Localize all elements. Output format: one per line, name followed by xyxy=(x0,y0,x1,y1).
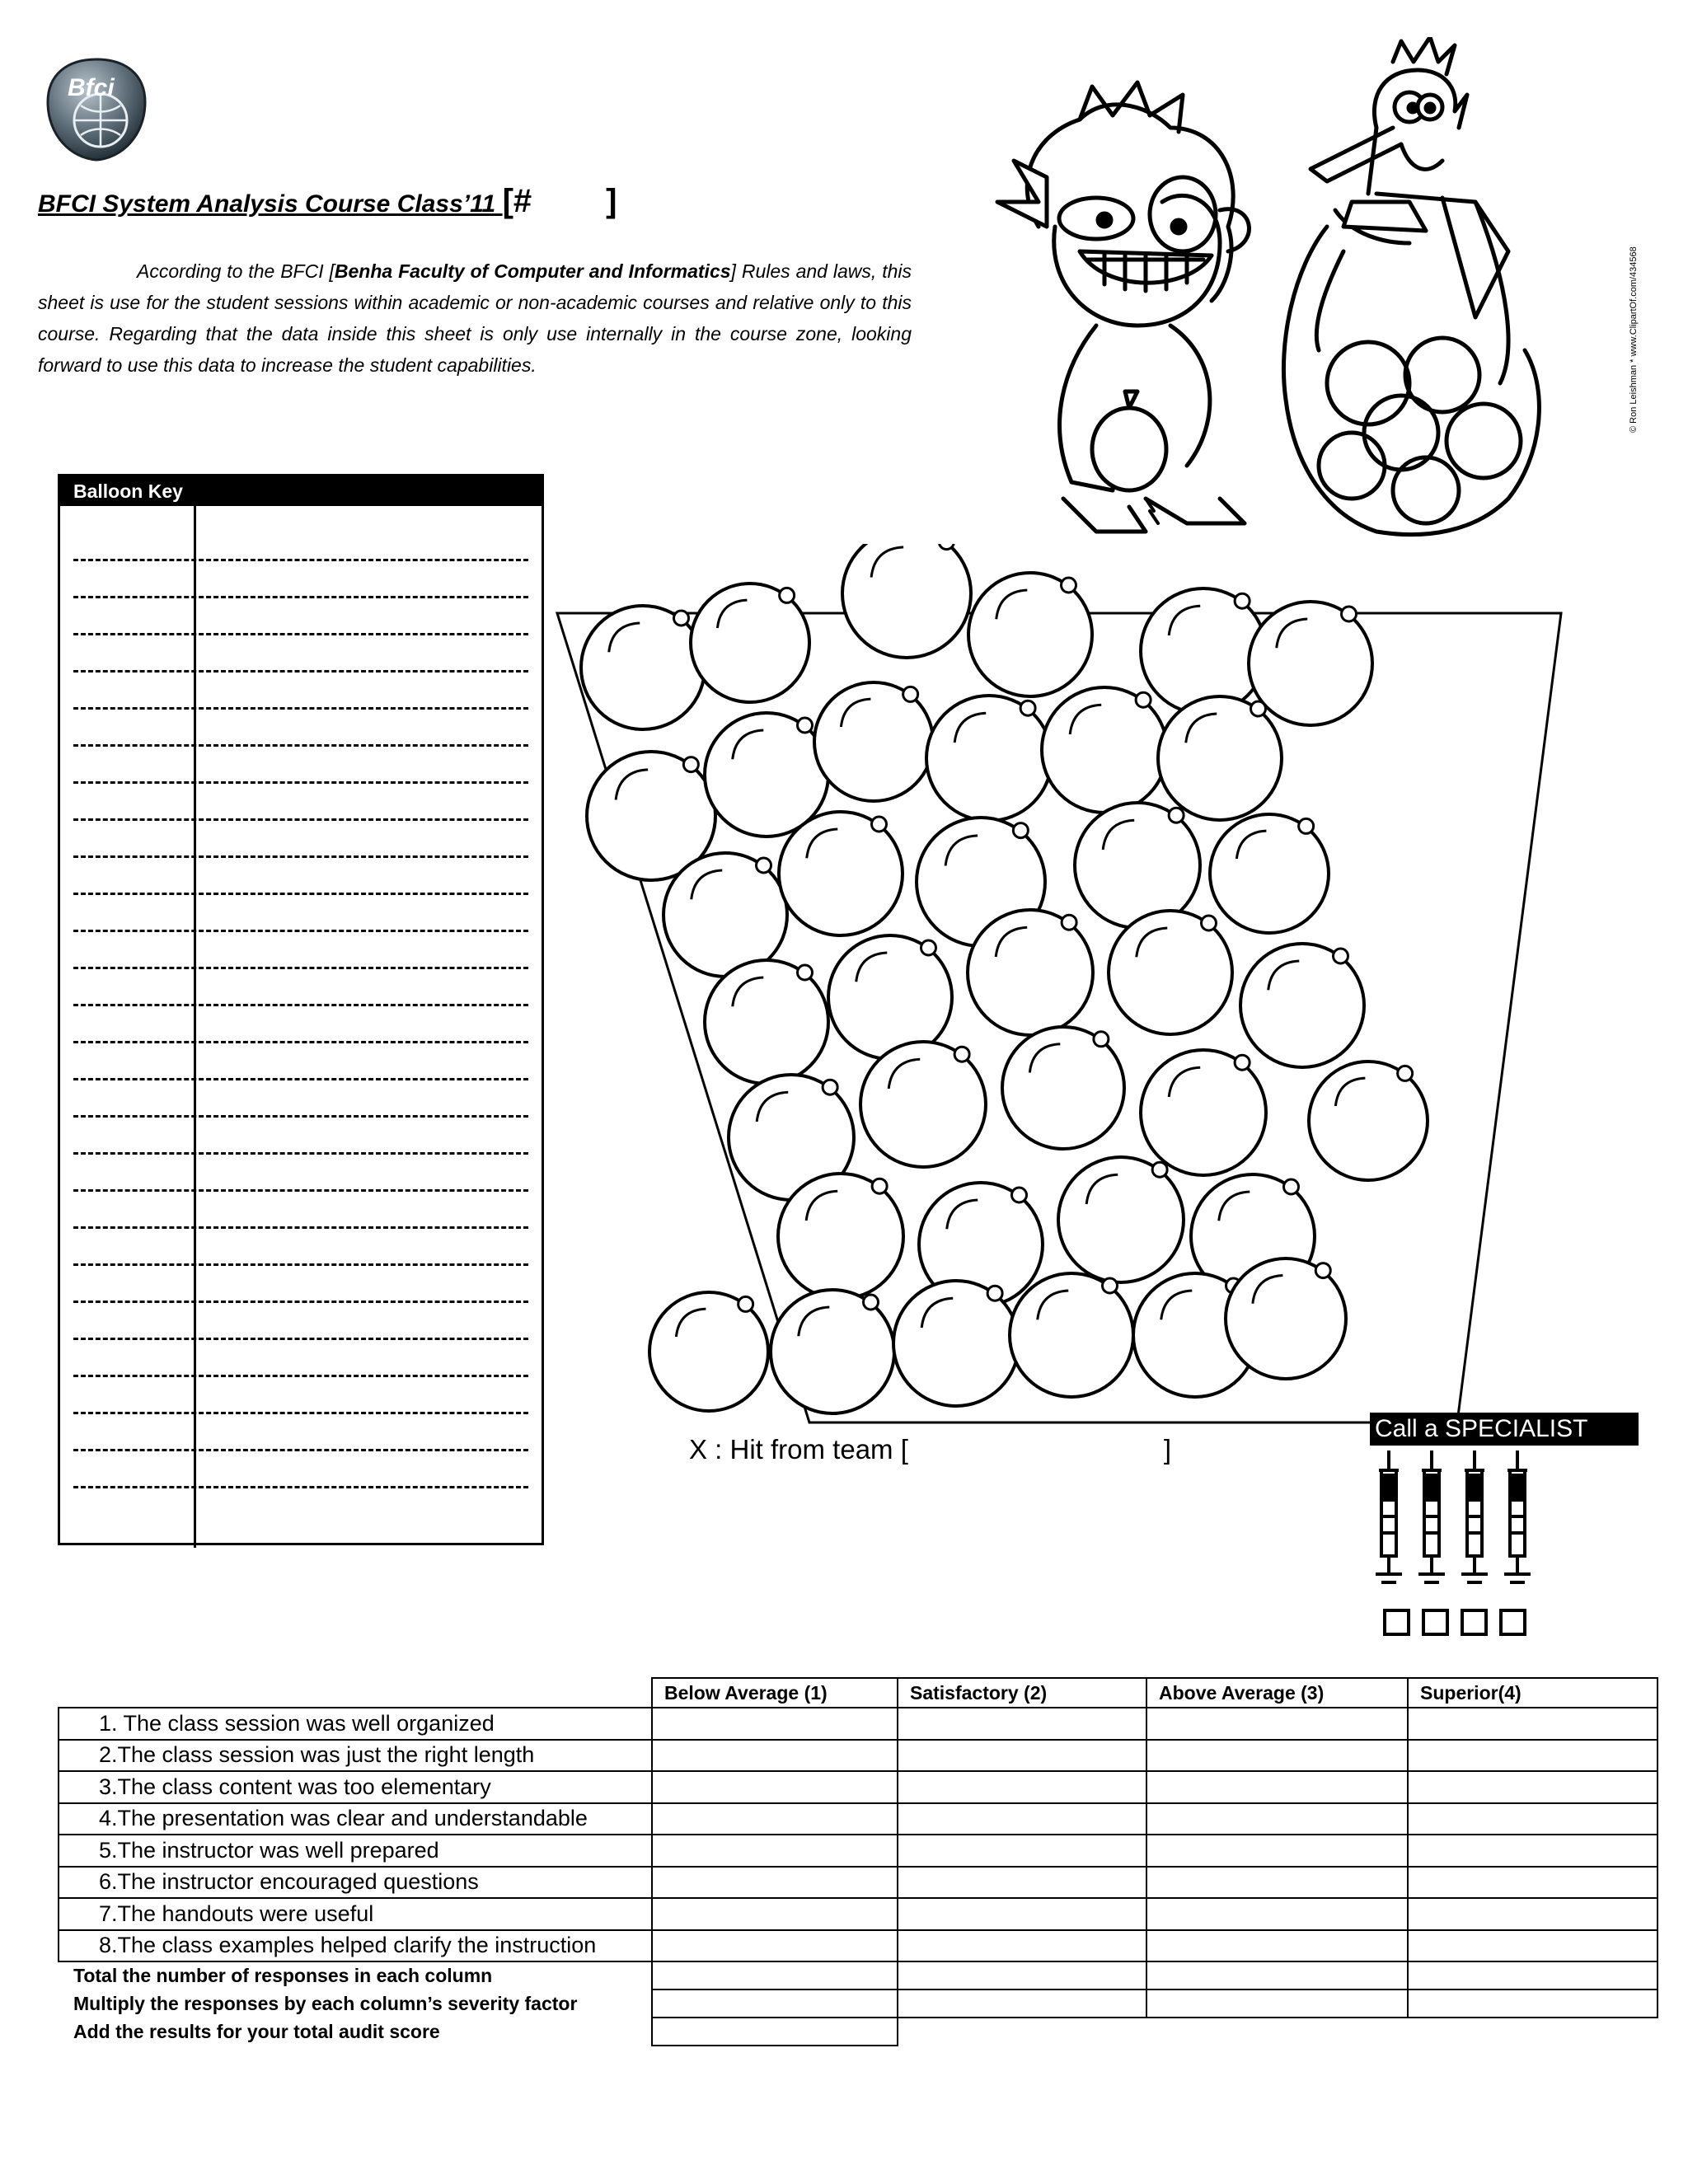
rating-cell[interactable] xyxy=(1146,1740,1408,1772)
specialist-checkbox[interactable] xyxy=(1422,1609,1449,1636)
statement-row xyxy=(59,1803,1658,1835)
balloon xyxy=(968,573,1092,696)
dashed-line xyxy=(73,707,528,710)
dashed-line xyxy=(73,1449,528,1451)
rating-cell[interactable] xyxy=(1408,1771,1658,1803)
balloon-key-row[interactable] xyxy=(60,1338,542,1375)
dashed-line xyxy=(73,744,528,747)
balloon-key-row[interactable] xyxy=(60,1301,542,1338)
statement-row xyxy=(59,1835,1658,1867)
balloon-key-row[interactable] xyxy=(60,1375,542,1412)
rating-cell[interactable] xyxy=(1146,1708,1408,1740)
balloon xyxy=(893,1281,1019,1406)
rating-cell[interactable] xyxy=(898,1803,1146,1835)
rating-cell[interactable] xyxy=(898,1708,1146,1740)
balloon-key-row[interactable] xyxy=(60,781,542,818)
rating-cell[interactable] xyxy=(652,1898,898,1930)
balloon xyxy=(1141,1050,1266,1175)
course-title: BFCI System Analysis Course Class’11 xyxy=(38,190,503,218)
balloon xyxy=(968,910,1093,1035)
dashed-line xyxy=(73,855,528,858)
dashed-line xyxy=(73,1078,528,1080)
rating-cell[interactable] xyxy=(1146,1930,1408,1962)
balloon xyxy=(778,1174,903,1299)
empty-cell xyxy=(1408,2018,1658,2046)
balloon xyxy=(1042,687,1167,813)
dashed-line xyxy=(73,1004,528,1006)
totals-cell[interactable] xyxy=(898,1961,1146,1990)
balloon xyxy=(842,544,971,658)
balloon-key-row[interactable] xyxy=(60,930,542,967)
balloon-key-row[interactable] xyxy=(60,855,542,893)
rating-cell[interactable] xyxy=(1146,1835,1408,1867)
balloon-key-row[interactable] xyxy=(60,967,542,1004)
totals-cell[interactable] xyxy=(1408,1961,1658,1990)
statement-row xyxy=(59,1771,1658,1803)
rating-cell[interactable] xyxy=(652,1835,898,1867)
rating-cell[interactable] xyxy=(1146,1898,1408,1930)
balloon-key-row[interactable] xyxy=(60,596,542,633)
balloon-key-table xyxy=(58,474,544,1545)
balloon xyxy=(1010,1273,1133,1397)
totals-cell[interactable] xyxy=(1408,1990,1658,2018)
logo-text: Bfci xyxy=(68,74,115,101)
syringe-icon xyxy=(1418,1451,1445,1582)
dashed-line xyxy=(73,1041,528,1043)
statement-label: 3.The class content was too elementary xyxy=(59,1771,652,1803)
totals-label: Total the number of responses in each column xyxy=(73,1965,493,1986)
balloon xyxy=(581,606,705,729)
balloon xyxy=(1109,911,1232,1034)
rating-cell[interactable] xyxy=(898,1835,1146,1867)
totals-label: Add the results for your total audit score xyxy=(73,2020,440,2042)
totals-row xyxy=(59,2018,1658,2046)
rating-cell[interactable] xyxy=(652,1771,898,1803)
balloon xyxy=(1240,944,1364,1067)
statement-label: 6.The instructor encouraged questions xyxy=(59,1867,652,1899)
rating-cell[interactable] xyxy=(1408,1898,1658,1930)
statement-row xyxy=(59,1930,1658,1962)
rating-cell[interactable] xyxy=(1146,1771,1408,1803)
balloon-key-row[interactable] xyxy=(60,1226,542,1263)
balloon xyxy=(860,1042,986,1167)
dashed-line xyxy=(73,781,528,784)
dashed-line xyxy=(73,1412,528,1414)
hit-from-team xyxy=(689,1434,1171,1465)
man-figure xyxy=(1283,37,1639,535)
evaluation-table xyxy=(58,1677,1658,2046)
header-row xyxy=(59,1678,1658,1708)
totals-cell[interactable] xyxy=(1146,1990,1408,2018)
empty-cell xyxy=(898,2018,1146,2046)
class-number-close: ] xyxy=(606,183,617,219)
rating-cell[interactable] xyxy=(1408,1930,1658,1962)
statement-label: 2.The class session was just the right length xyxy=(59,1740,652,1772)
balloon-key-row[interactable] xyxy=(60,707,542,744)
specialist-checkbox[interactable] xyxy=(1383,1609,1410,1636)
balloon-key-row[interactable] xyxy=(60,893,542,930)
balloon xyxy=(1158,696,1282,820)
balloon-key-row[interactable] xyxy=(60,1486,542,1523)
totals-cell[interactable] xyxy=(1146,1961,1408,1990)
balloon xyxy=(779,812,903,935)
dashed-line xyxy=(73,930,528,932)
dashed-line xyxy=(73,1301,528,1303)
statement-label: 8.The class examples helped clarify the instruction xyxy=(59,1930,652,1962)
rating-cell[interactable] xyxy=(898,1740,1146,1772)
dashed-line xyxy=(73,1375,528,1377)
totals-row xyxy=(59,1990,1658,2018)
column-header: Below Average (1) xyxy=(652,1678,898,1708)
balloon xyxy=(1058,1157,1184,1282)
dashed-line xyxy=(73,967,528,969)
cartoon-illustration xyxy=(981,37,1657,573)
balloon xyxy=(1309,1062,1428,1180)
intro-paragraph: According to the BFCI [Benha Faculty of Computer and Informatics] Rules and laws, this sheet is use for the student sessions within academic or non-academic courses and relative only to this course. Regarding that the data inside this sheet is only use internally in the course zone, looking forward to use this data to increase the student capabilities. xyxy=(38,260,912,376)
rating-cell[interactable] xyxy=(1408,1803,1658,1835)
balloon xyxy=(1226,1258,1346,1379)
statement-label: 7.The handouts were useful xyxy=(59,1898,652,1930)
balloon xyxy=(1249,602,1372,725)
balloon-key-row[interactable] xyxy=(60,559,542,596)
balloon xyxy=(649,1292,768,1411)
balloon xyxy=(1002,1027,1124,1149)
dashed-line xyxy=(73,670,528,673)
specialist-checkbox[interactable] xyxy=(1461,1609,1488,1636)
balloon xyxy=(663,853,787,977)
class-number-open: [# xyxy=(502,183,532,219)
totals-cell[interactable] xyxy=(898,1990,1146,2018)
rating-cell[interactable] xyxy=(1408,1835,1658,1867)
balloon-key-row[interactable] xyxy=(60,1152,542,1189)
cartoon-credit: © Ron Leishman * www.ClipartOf.com/434568 xyxy=(1629,246,1639,433)
syringes xyxy=(1372,1451,1545,1599)
balloon-key-row[interactable] xyxy=(60,1449,542,1486)
balloon-key-rows xyxy=(60,559,542,1523)
syringe-icon xyxy=(1376,1451,1402,1582)
boy-figure xyxy=(997,82,1249,532)
statement-row xyxy=(59,1867,1658,1899)
statement-label: 1. The class session was well organized xyxy=(59,1708,652,1740)
page-title xyxy=(38,183,617,220)
rating-cell[interactable] xyxy=(898,1771,1146,1803)
dashed-line xyxy=(73,596,528,598)
balloon xyxy=(1141,588,1266,714)
balloon xyxy=(771,1290,894,1413)
rating-cell[interactable] xyxy=(652,1930,898,1962)
balloon-key-row[interactable] xyxy=(60,818,542,855)
balloon-key-row[interactable] xyxy=(60,1412,542,1449)
balloon xyxy=(705,713,828,837)
column-header: Satisfactory (2) xyxy=(898,1678,1146,1708)
totals-row xyxy=(59,1961,1658,1990)
rating-cell[interactable] xyxy=(1408,1740,1658,1772)
dashed-line xyxy=(73,559,528,561)
totals-cell[interactable] xyxy=(652,1961,898,1990)
rating-cell[interactable] xyxy=(898,1898,1146,1930)
empty-cell xyxy=(1146,2018,1408,2046)
dashed-line xyxy=(73,1263,528,1266)
rating-cell[interactable] xyxy=(652,1740,898,1772)
rating-cell[interactable] xyxy=(652,1867,898,1899)
balloon-key-row[interactable] xyxy=(60,1041,542,1078)
balloon-key-row[interactable] xyxy=(60,1263,542,1301)
balloon-key-row[interactable] xyxy=(60,633,542,670)
balloon-key-row[interactable] xyxy=(60,744,542,781)
statement-row xyxy=(59,1898,1658,1930)
balloon xyxy=(1210,814,1329,933)
bfci-logo xyxy=(43,56,150,163)
rating-cell[interactable] xyxy=(898,1930,1146,1962)
column-header: Above Average (3) xyxy=(1146,1678,1408,1708)
dashed-line xyxy=(73,1152,528,1155)
dashed-line xyxy=(73,1486,528,1488)
balloon xyxy=(814,682,933,801)
balloon-key-title: Balloon Key xyxy=(60,476,542,506)
dashed-line xyxy=(73,1226,528,1229)
call-specialist-label: Call a SPECIALIST xyxy=(1370,1413,1639,1446)
hit-close: ] xyxy=(1163,1434,1172,1465)
rating-cell[interactable] xyxy=(1146,1867,1408,1899)
total-score-cell[interactable] xyxy=(652,2018,898,2046)
dashed-line xyxy=(73,1338,528,1340)
statement-row xyxy=(59,1708,1658,1740)
rating-cell[interactable] xyxy=(652,1803,898,1835)
rating-cell[interactable] xyxy=(1146,1803,1408,1835)
syringe-icon xyxy=(1461,1451,1488,1582)
dashed-line xyxy=(73,633,528,635)
dashed-line xyxy=(73,1115,528,1118)
balloon-key-row[interactable] xyxy=(60,670,542,707)
balloon-basket xyxy=(544,544,1566,1434)
rating-cell[interactable] xyxy=(1408,1867,1658,1899)
statement-row xyxy=(59,1740,1658,1772)
rating-cell[interactable] xyxy=(652,1708,898,1740)
hit-label: X : Hit from team [ xyxy=(689,1434,908,1465)
dashed-line xyxy=(73,818,528,821)
rating-cell[interactable] xyxy=(898,1867,1146,1899)
statement-label: 4.The presentation was clear and understandable xyxy=(59,1803,652,1835)
specialist-checkbox[interactable] xyxy=(1499,1609,1526,1636)
totals-label: Multiply the responses by each column’s severity factor xyxy=(73,1992,578,2014)
balloon-key-row[interactable] xyxy=(60,1004,542,1041)
dashed-line xyxy=(73,1189,528,1192)
balloon xyxy=(705,960,828,1084)
balloon-key-row[interactable] xyxy=(60,1115,542,1152)
column-header: Superior(4) xyxy=(1408,1678,1658,1708)
balloon xyxy=(828,935,952,1059)
specialist-checkboxes xyxy=(1383,1609,1538,1640)
balloon-key-row[interactable] xyxy=(60,1078,542,1115)
totals-cell[interactable] xyxy=(652,1990,898,2018)
balloon xyxy=(926,696,1052,821)
balloon xyxy=(691,583,809,702)
rating-cell[interactable] xyxy=(1408,1708,1658,1740)
balloon-key-row[interactable] xyxy=(60,1189,542,1226)
balloon xyxy=(1075,803,1200,928)
statement-label: 5.The instructor was well prepared xyxy=(59,1835,652,1867)
syringe-icon xyxy=(1504,1451,1531,1582)
dashed-line xyxy=(73,893,528,895)
